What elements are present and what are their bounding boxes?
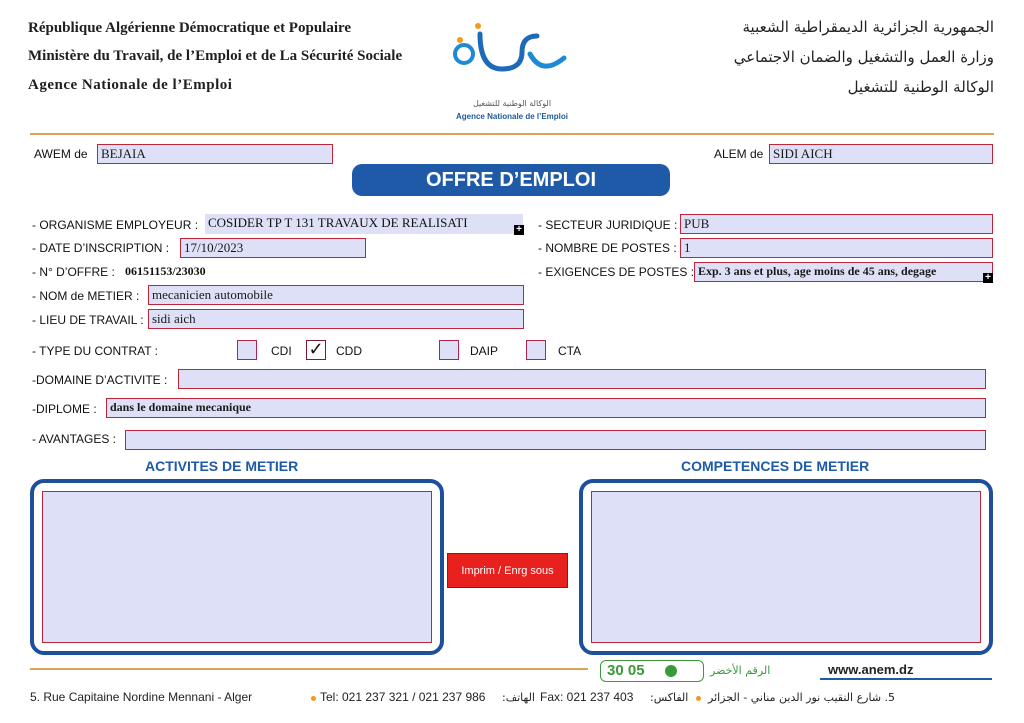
metier-field[interactable]: mecanicien automobile — [148, 285, 524, 305]
awem-label: AWEM de — [34, 147, 88, 161]
offre-label: - N° D’OFFRE : — [32, 265, 115, 279]
expand-plus-icon[interactable]: + — [983, 273, 993, 283]
header-fr-line2: Ministère du Travail, de l’Emploi et de La Sécurité Sociale — [28, 48, 403, 64]
green-number: 30 05 — [607, 662, 645, 679]
activites-title: ACTIVITES DE METIER — [145, 458, 299, 474]
checkbox-daip[interactable] — [439, 340, 459, 360]
lieu-field[interactable]: sidi aich — [148, 309, 524, 329]
logo-caption-fr: Agence Nationale de l’Emploi — [455, 112, 569, 121]
alem-field[interactable]: SIDI AICH — [769, 144, 993, 164]
activites-textarea[interactable] — [42, 491, 432, 643]
cdd-label: CDD — [336, 344, 362, 358]
address-ar: 5. شارع النقيب نور الدين مناني - الجزائر — [708, 691, 896, 704]
fax-number: Fax: 021 237 403 — [540, 690, 634, 704]
logo-caption-ar: الوكالة الوطنية للتشغيل — [472, 99, 552, 108]
tel-number: Tel: 021 237 321 / 021 237 986 — [320, 690, 486, 704]
green-number-badge — [600, 660, 704, 682]
cdi-label: CDI — [271, 344, 292, 358]
competences-panel — [579, 479, 993, 655]
daip-label: DAIP — [470, 344, 499, 358]
tel-label-ar: الهاتف: — [502, 691, 535, 704]
header-ar-line1: الجمهورية الجزائرية الديمقراطية الشعبية — [742, 18, 994, 36]
postes-field[interactable]: 1 — [680, 238, 993, 258]
website[interactable]: www.anem.dz — [828, 662, 914, 677]
header-divider — [30, 133, 994, 135]
green-number-label: الرقم الأخضر — [710, 664, 771, 677]
anem-logo — [442, 14, 582, 94]
header-fr-line3: Agence Nationale de l’Emploi — [28, 77, 233, 93]
header-ar-line2: وزارة العمل والتشغيل والضمان الاجتماعي — [733, 48, 994, 66]
diplome-field[interactable]: dans le domaine mecanique — [106, 398, 986, 418]
anem-logo-icon — [442, 14, 582, 94]
offre-value: 06151153/23030 — [125, 264, 206, 278]
organisme-field[interactable]: COSIDER TP T 131 TRAVAUX DE REALISATI — [205, 214, 523, 234]
header-fr-line1: République Algérienne Démocratique et Populaire — [28, 20, 352, 36]
awem-field[interactable]: BEJAIA — [97, 144, 333, 164]
organisme-label: - ORGANISME EMPLOYEUR : — [32, 218, 199, 232]
domaine-label: -DOMAINE D’ACTIVITE : — [32, 373, 168, 387]
checkmark-icon: ✓ — [308, 339, 324, 359]
fax-label-ar: الفاكس: — [650, 691, 689, 704]
bullet-icon — [311, 696, 316, 701]
secteur-label: - SECTEUR JURIDIQUE : — [538, 218, 678, 232]
checkbox-cdi[interactable] — [237, 340, 257, 360]
lieu-label: - LIEU DE TRAVAIL : — [32, 313, 144, 327]
competences-title: COMPETENCES DE METIER — [681, 458, 870, 474]
footer-divider-right — [820, 678, 992, 680]
exigences-label: - EXIGENCES DE POSTES : — [538, 265, 695, 279]
diplome-label: -DIPLOME : — [32, 402, 97, 416]
contrat-label: - TYPE DU CONTRAT : — [32, 344, 159, 358]
domaine-field[interactable] — [178, 369, 986, 389]
metier-label: - NOM de METIER : — [32, 289, 140, 303]
alem-label: ALEM de — [714, 147, 764, 161]
secteur-field[interactable]: PUB — [680, 214, 993, 234]
page-title: OFFRE D’EMPLOI — [352, 164, 670, 196]
checkbox-cdd[interactable] — [306, 340, 326, 360]
bullet-icon — [696, 696, 701, 701]
checkbox-cta[interactable] — [526, 340, 546, 360]
print-save-button[interactable]: Imprim / Enrg sous — [447, 553, 568, 588]
footer-divider-left — [30, 668, 588, 670]
postes-label: - NOMBRE DE POSTES : — [538, 241, 677, 255]
phone-icon — [665, 665, 677, 677]
activites-panel — [30, 479, 444, 655]
header-ar-line3: الوكالة الوطنية للتشغيل — [847, 78, 994, 96]
competences-textarea[interactable] — [591, 491, 981, 643]
exigences-field[interactable]: Exp. 3 ans et plus, age moins de 45 ans, degage — [694, 262, 993, 282]
date-field[interactable]: 17/10/2023 — [180, 238, 366, 258]
date-label: - DATE D’INSCRIPTION : — [32, 241, 170, 255]
avantages-label: - AVANTAGES : — [32, 432, 117, 446]
cta-label: CTA — [558, 344, 582, 358]
avantages-field[interactable] — [125, 430, 986, 450]
address-fr: 5. Rue Capitaine Nordine Mennani - Alger — [30, 690, 253, 704]
expand-plus-icon[interactable]: + — [514, 225, 524, 235]
